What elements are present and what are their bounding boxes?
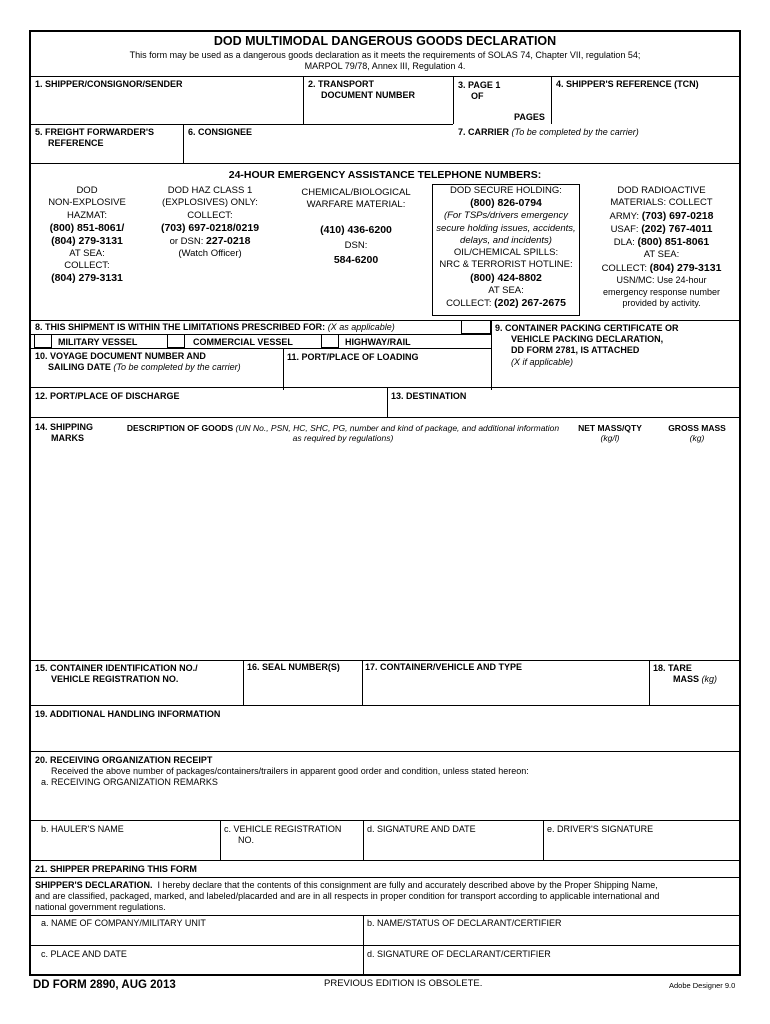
section21b-label: b. NAME/STATUS OF DECLARANT/CERTIFIER (367, 918, 562, 928)
em5-label: DOD RADIOACTIVE (617, 185, 706, 196)
block4-label: 4. SHIPPER'S REFERENCE (TCN) (556, 79, 699, 89)
section20c-line1: c. VEHICLE REGISTRATION (224, 824, 342, 834)
voyage-document-field[interactable] (35, 351, 241, 373)
section20c-line2: NO. (238, 835, 255, 845)
section9-line: VEHICLE PACKING DECLARATION, (511, 334, 664, 344)
em5-label: AT SEA: (643, 249, 680, 261)
em4-note: secure holding issues, accidents, (436, 222, 576, 234)
emergency-col-secure-holding (432, 185, 580, 310)
desc-label: DESCRIPTION OF GOODS (126, 423, 234, 433)
section21d-label: d. SIGNATURE OF DECLARANT/CERTIFIER (367, 949, 551, 959)
highway-rail-label: HIGHWAY/RAIL (345, 337, 411, 347)
em1-phone: (804) 279-3131 (51, 272, 123, 285)
section20b-label: b. HAULER'S NAME (41, 824, 124, 834)
em5-label: USN/MC: Use 24-hour (616, 275, 707, 286)
em4-label: DOD SECURE HOLDING: (450, 185, 562, 196)
em3-label: CHEMICAL/BIOLOGICAL (301, 187, 411, 198)
block3-pages-label: PAGES (514, 112, 545, 122)
declaration-line: and are classified, packaged, marked, and labeled/placarded and are in all respects in proper condition for transport according to applicable international and (35, 891, 660, 901)
em5-label: provided by activity. (622, 298, 701, 309)
vehicle-registration-field[interactable] (224, 824, 341, 846)
desc-note: (UN No., PSN, HC, SHC, PG, number and kind of package, and additional information (235, 423, 560, 433)
section20e-label: e. DRIVER'S SIGNATURE (547, 824, 654, 834)
goods-description-area[interactable] (33, 444, 737, 658)
shipper-consignor-field[interactable] (35, 79, 183, 90)
em1-phone: (800) 851-8061/ (49, 221, 125, 234)
em2-label: DOD HAZ CLASS 1 (167, 185, 253, 196)
dangerous-goods-form (29, 30, 741, 976)
em5-label: emergency response number (602, 286, 721, 297)
consignee-field[interactable] (188, 127, 252, 138)
section12-label: 12. PORT/PLACE OF DISCHARGE (35, 391, 180, 401)
commercial-vessel-label: COMMERCIAL VESSEL (193, 337, 293, 347)
section10-line2: SAILING DATE (48, 362, 111, 372)
section9-label (495, 323, 679, 356)
receiving-receipt-title: 20. RECEIVING ORGANIZATION RECEIPT (35, 755, 213, 765)
em3-phone: 584-6200 (333, 253, 379, 266)
section11-label: 11. PORT/PLACE OF LOADING (287, 352, 419, 362)
em5-phone: (800) 851-8061 (637, 236, 710, 249)
edition-notice: PREVIOUS EDITION IS OBSOLETE. (324, 978, 483, 989)
em1-label: DOD (76, 185, 98, 196)
form-number: DD FORM 2890, AUG 2013 (33, 979, 176, 991)
section14-line1: 14. SHIPPING (35, 422, 94, 432)
form-subtitle-line2: MARPOL 79/78, Annex III, Regulation 4. (304, 61, 466, 71)
em1-label: HAZMAT: (67, 209, 107, 221)
section15-line2: VEHICLE REGISTRATION NO. (51, 674, 179, 684)
em5-label: ARMY: (609, 210, 640, 222)
destination-field[interactable] (391, 391, 466, 402)
em4-label: AT SEA: (488, 284, 524, 296)
receiving-remarks-field[interactable] (41, 777, 731, 817)
section9-line: DD FORM 2781, IS ATTACHED (511, 345, 640, 355)
port-of-loading-field[interactable] (287, 352, 419, 363)
em4-phone: (202) 267-2675 (494, 297, 566, 310)
tare-mass-field[interactable] (653, 663, 717, 685)
section10-note: (To be completed by the carrier) (113, 362, 241, 372)
section8-title: 8. THIS SHIPMENT IS WITHIN THE LIMITATIONS PRESCRIBED FOR: (35, 322, 326, 332)
em2-label: (EXPLOSIVES) ONLY: (162, 197, 258, 209)
block7-label: 7. CARRIER (458, 127, 510, 137)
block7-note: (To be completed by the carrier) (511, 127, 639, 137)
drivers-signature-field[interactable] (547, 824, 653, 835)
block5-label-line2: REFERENCE (48, 138, 104, 148)
em2-dsn-label: or DSN: (169, 235, 204, 247)
form-title: DOD MULTIMODAL DANGEROUS GOODS DECLARATION (213, 34, 557, 48)
em5-label: COLLECT: (601, 262, 647, 274)
section21a-label: a. NAME OF COMPANY/MILITARY UNIT (41, 918, 206, 928)
signature-and-date-field[interactable] (367, 824, 476, 835)
block2-label-line2: DOCUMENT NUMBER (321, 90, 415, 100)
shippers-reference-field[interactable] (556, 79, 699, 90)
em2-phone: (703) 697-0218/0219 (160, 221, 260, 234)
section21c-label: c. PLACE AND DATE (41, 949, 127, 959)
block6-label: 6. CONSIGNEE (188, 127, 253, 137)
em4-label: COLLECT: (446, 298, 492, 310)
transport-document-number-field[interactable] (308, 79, 415, 101)
em5-phone: (202) 767-4011 (641, 222, 713, 235)
block2-label-line1: 2. TRANSPORT (308, 79, 375, 89)
em2-label: COLLECT: (187, 209, 233, 221)
emergency-col-radioactive (584, 185, 739, 310)
highway-rail-checkbox[interactable] (321, 334, 339, 348)
section15-line1: 15. CONTAINER IDENTIFICATION NO./ (35, 663, 198, 673)
declaration-line: national government regulations. (35, 902, 166, 912)
declaration-line: I hereby declare that the contents of this consignment are fully and accurately described above by the Proper Shipping Name, (157, 880, 658, 890)
section9-note: (X if applicable) (511, 357, 574, 367)
section10-line1: 10. VOYAGE DOCUMENT NUMBER AND (35, 351, 206, 361)
port-of-discharge-field[interactable] (35, 391, 180, 402)
section18-unit: (kg) (701, 674, 718, 684)
section20a-label: a. RECEIVING ORGANIZATION REMARKS (41, 777, 218, 787)
em5-label: USAF: (610, 223, 639, 235)
place-and-date-field[interactable] (41, 949, 127, 960)
form-subtitle-line1: This form may be used as a dangerous goods declaration as it meets the requirements of SOLAS 74, Chapter VII, regulation 54; (129, 50, 641, 60)
declarant-signature-field[interactable] (367, 949, 551, 960)
page-number-field[interactable] (458, 80, 500, 102)
net-mass-label: NET MASS/QTY (578, 423, 642, 433)
em5-phone: (703) 697-0218 (641, 209, 714, 222)
section8-label (35, 322, 395, 333)
em2-dsn: 227-0218 (206, 234, 251, 247)
military-vessel-label: MILITARY VESSEL (58, 337, 138, 347)
desc-note: as required by regulations) (292, 433, 394, 443)
gross-mass-label: GROSS MASS (668, 423, 726, 433)
additional-handling-field[interactable] (35, 709, 735, 749)
section14-line2: MARKS (51, 433, 84, 443)
emergency-numbers-title: 24-HOUR EMERGENCY ASSISTANCE TELEPHONE NUMBERS: (228, 169, 542, 181)
em4-phone: (800) 826-0794 (470, 197, 542, 210)
em2-label: (Watch Officer) (178, 248, 242, 260)
section9-line: 9. CONTAINER PACKING CERTIFICATE OR (495, 323, 679, 333)
section20d-label: d. SIGNATURE AND DATE (367, 824, 476, 834)
description-of-goods-header (117, 423, 569, 443)
shipping-marks-label (35, 422, 93, 444)
shipper-preparing-title: 21. SHIPPER PREPARING THIS FORM (35, 864, 197, 874)
net-mass-header (571, 423, 649, 443)
seal-numbers-field[interactable] (247, 662, 340, 673)
section18-line1: 18. TARE (653, 663, 692, 673)
em4-note: delays, and incidents) (460, 234, 552, 246)
receiving-receipt-text: Received the above number of packages/containers/trailers in apparent good order and condition, unless stated hereon: (51, 766, 529, 776)
declarant-name-status-field[interactable] (367, 918, 562, 929)
section18-line2: MASS (673, 674, 700, 684)
net-mass-unit: (kg/l) (600, 433, 620, 443)
military-vessel-checkbox[interactable] (34, 334, 52, 348)
emergency-col-explosives (141, 185, 279, 260)
haulers-name-field[interactable] (41, 824, 124, 835)
em4-label: NRC & TERRORIST HOTLINE: (439, 259, 573, 271)
form-2781-attached-checkbox[interactable] (461, 320, 491, 334)
em1-phone: (804) 279-3131 (51, 234, 123, 247)
emergency-col-chembio (281, 187, 431, 267)
em5-phone: (804) 279-3131 (649, 261, 722, 274)
emergency-col-nonexplosive (31, 185, 143, 285)
em5-label: MATERIALS: COLLECT (610, 197, 713, 209)
section17-label: 17. CONTAINER/VEHICLE AND TYPE (365, 662, 523, 672)
company-military-unit-field[interactable] (41, 918, 206, 929)
em3-label: WARFARE MATERIAL: (306, 199, 406, 211)
block3-of-label: OF (471, 91, 484, 101)
block5-label-line1: 5. FREIGHT FORWARDER'S (35, 127, 154, 137)
em1-label: NON-EXPLOSIVE (48, 197, 126, 209)
block3-page-label: 3. PAGE 1 (458, 80, 501, 90)
em3-phone: (410) 436-6200 (320, 223, 392, 236)
block1-label: 1. SHIPPER/CONSIGNOR/SENDER (35, 79, 183, 89)
em4-phone: (800) 424-8802 (470, 271, 542, 284)
carrier-field[interactable] (458, 127, 639, 138)
section19-label: 19. ADDITIONAL HANDLING INFORMATION (35, 709, 221, 719)
gross-mass-unit: (kg) (689, 433, 705, 443)
em5-label: DLA: (613, 237, 635, 249)
em4-label: OIL/CHEMICAL SPILLS: (453, 247, 559, 259)
section13-label: 13. DESTINATION (391, 391, 467, 401)
container-vehicle-type-field[interactable] (365, 662, 522, 673)
commercial-vessel-checkbox[interactable] (167, 334, 185, 348)
gross-mass-header (655, 423, 739, 443)
section16-label: 16. SEAL NUMBER(S) (247, 662, 340, 672)
shippers-declaration (35, 880, 737, 913)
em4-note: (For TSPs/drivers emergency (443, 210, 569, 222)
section8-note: (X as applicable) (327, 322, 395, 332)
em1-label: COLLECT: (64, 260, 110, 272)
em3-label: DSN: (344, 239, 368, 251)
declaration-label: SHIPPER'S DECLARATION. (35, 880, 153, 890)
software-credit: Adobe Designer 9.0 (669, 981, 736, 990)
em1-label: AT SEA: (69, 247, 105, 259)
container-identification-field[interactable] (35, 663, 198, 685)
freight-forwarder-reference-field[interactable] (35, 127, 154, 149)
